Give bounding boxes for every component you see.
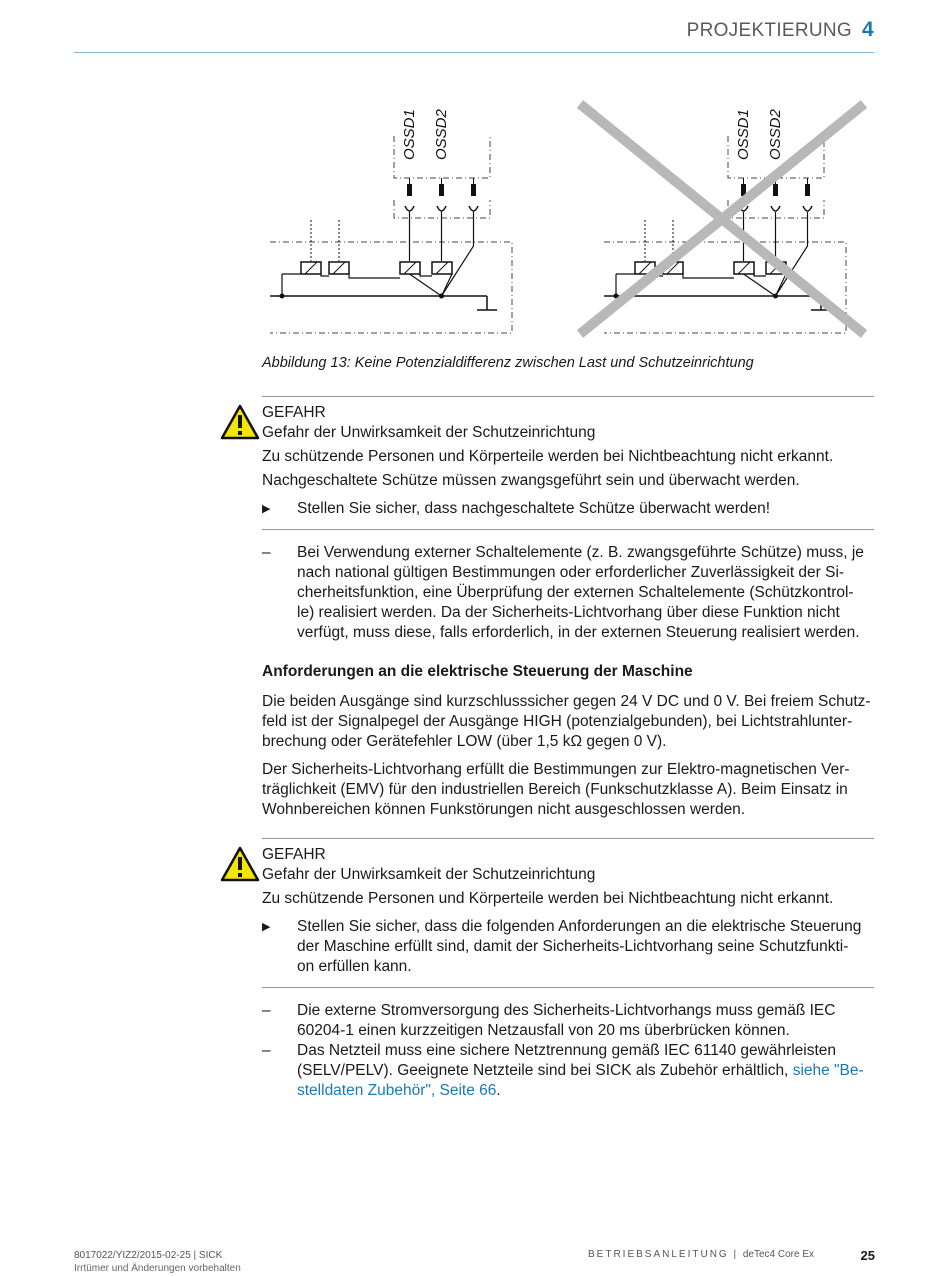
label-ossd1-right: OSSD1	[735, 109, 752, 160]
order-data-link-part2[interactable]: stelldaten Zubehör", Seite 66	[297, 1082, 497, 1099]
list-item	[262, 1001, 874, 1041]
footer-left	[74, 1249, 241, 1275]
list2-item1-line1: Die externe Stromversorgung des Sicherheits-Lichtvorhangs muss gemäß IEC	[297, 1002, 836, 1019]
label-ossd2-left: OSSD2	[433, 109, 450, 160]
para2-line1: Der Sicherheits-Lichtvorhang erfüllt die Bestimmungen zur Elektro-magnetischen Ver-	[262, 761, 850, 778]
list2-item2-line2-text: (SELV/PELV). Geeignete Netzteile sind bei SICK als Zubehör erhältlich,	[297, 1062, 793, 1079]
disclaimer: Irrtümer und Änderungen vorbehalten	[74, 1263, 241, 1274]
list2-item2-suffix: .	[496, 1082, 501, 1099]
para2-line3: Wohnbereichen können Funkstörungen nicht ausgeschlossen werden.	[262, 801, 746, 818]
danger2-bottom-rule	[262, 987, 874, 988]
danger2-action-line2: der Maschine erfüllt sind, damit der Sicherheits-Lichtvorhang seine Schutzfunkti-	[297, 938, 849, 955]
label-ossd1-left: OSSD1	[401, 109, 418, 160]
doc-code: 8017022/YIZ2/2015-02-25 | SICK	[74, 1250, 223, 1261]
arrow-bullet-icon: ▶	[262, 503, 271, 515]
danger1-action	[262, 499, 874, 519]
para1-line3: brechung oder Gerätefehler LOW (über 1,5 kΩ gegen 0 V).	[262, 733, 667, 750]
wiring-diagram	[262, 96, 874, 346]
list2-item2-line2	[297, 1061, 874, 1081]
list1-item1-line1: Bei Verwendung externer Schaltelemente (z. B. zwangsgeführte Schütze) muss, je	[297, 544, 864, 561]
list1-item1-line4: le) realisiert werden. Da der Sicherheits-Lichtvorhang über diese Funktion nicht	[297, 604, 840, 621]
header-section-label: PROJEKTIERUNG	[686, 20, 853, 41]
list1-item1-line5: verfügt, muss diese, falls erforderlich, in der externen Steuerung realisiert werden.	[297, 624, 860, 641]
figure-caption: Abbildung 13: Keine Potenzialdifferenz zwischen Last und Schutzeinrichtung	[262, 355, 754, 371]
manual-label: BETRIEBSANLEITUNG |	[588, 1249, 743, 1260]
list2-item2-line3	[297, 1081, 874, 1101]
danger1-line2: Nachgeschaltete Schütze müssen zwangsgeführt sein und überwacht werden.	[262, 472, 800, 489]
list-item	[262, 1041, 874, 1101]
danger2-action	[262, 917, 874, 977]
danger1-action-text: Stellen Sie sicher, dass nachgeschaltete Schütze überwacht werden!	[297, 500, 771, 517]
list1	[262, 543, 874, 643]
para2-line2: träglichkeit (EMV) für den industriellen Bereich (Funkschutzklasse A). Beim Einsatz in	[262, 781, 848, 798]
list1-item1-line3: cherheitsfunktion, eine Überprüfung der externen Schaltelemente (Schützkontrol-	[297, 584, 854, 601]
danger2-line1: Zu schützende Personen und Körperteile werden bei Nichtbeachtung nicht erkannt.	[262, 890, 834, 907]
danger1-line1: Zu schützende Personen und Körperteile werden bei Nichtbeachtung nicht erkannt.	[262, 448, 834, 465]
danger2-top-rule	[262, 838, 874, 839]
danger1-block	[262, 403, 874, 519]
header-divider	[74, 52, 874, 53]
page-number: 25	[860, 1248, 875, 1263]
danger1-title: GEFAHR	[262, 404, 326, 421]
section-heading: Anforderungen an die elektrische Steuerung der Maschine	[262, 663, 693, 680]
list2	[262, 1001, 874, 1101]
header-section-title	[687, 18, 874, 42]
danger1-bottom-rule	[262, 529, 874, 530]
danger2-action-line3: on erfüllen kann.	[297, 958, 412, 975]
label-ossd2-right: OSSD2	[767, 109, 784, 160]
arrow-bullet-icon: ▶	[262, 921, 271, 933]
dash-bullet: –	[262, 544, 271, 561]
order-data-link-part1[interactable]: siehe "Be-	[792, 1062, 864, 1079]
circuit-incorrect	[580, 104, 864, 334]
danger2-block	[262, 845, 874, 977]
list2-item1-line2: 60204-1 einen kurzzeitigen Netzausfall von 20 ms überbrücken können.	[297, 1022, 790, 1039]
section-para2	[262, 760, 874, 820]
circuit-correct	[270, 108, 512, 333]
danger2-title: GEFAHR	[262, 846, 326, 863]
dash-bullet: –	[262, 1042, 271, 1059]
list1-item1-line2: nach national gültigen Bestimmungen oder erforderlicher Zuverlässigkeit der Si-	[297, 564, 845, 581]
warning-triangle-icon	[220, 846, 260, 882]
para1-line1: Die beiden Ausgänge sind kurzschlusssicher gegen 24 V DC und 0 V. Bei freiem Schutz-	[262, 693, 871, 710]
section-para1	[262, 692, 874, 752]
danger1-subtitle: Gefahr der Unwirksamkeit der Schutzeinrichtung	[262, 424, 596, 441]
section-block	[262, 662, 874, 820]
wiring-diagram-figure	[262, 96, 874, 346]
dash-bullet: –	[262, 1002, 271, 1019]
list-item	[262, 543, 874, 643]
warning-triangle-icon	[220, 404, 260, 440]
danger1-top-rule	[262, 396, 874, 397]
product-name: deTec4 Core Ex	[742, 1249, 814, 1260]
danger2-action-line1: Stellen Sie sicher, dass die folgenden Anforderungen an die elektrische Steuerung	[297, 918, 862, 935]
para1-line2: feld ist der Signalpegel der Ausgänge HIGH (potenzialgebunden), bei Lichtstrahlunter-	[262, 713, 853, 730]
chapter-number: 4	[862, 18, 874, 41]
footer-manual	[588, 1249, 814, 1260]
list2-item2-line1: Das Netzteil muss eine sichere Netztrennung gemäß IEC 61140 gewährleisten	[297, 1042, 837, 1059]
danger2-subtitle: Gefahr der Unwirksamkeit der Schutzeinrichtung	[262, 866, 596, 883]
